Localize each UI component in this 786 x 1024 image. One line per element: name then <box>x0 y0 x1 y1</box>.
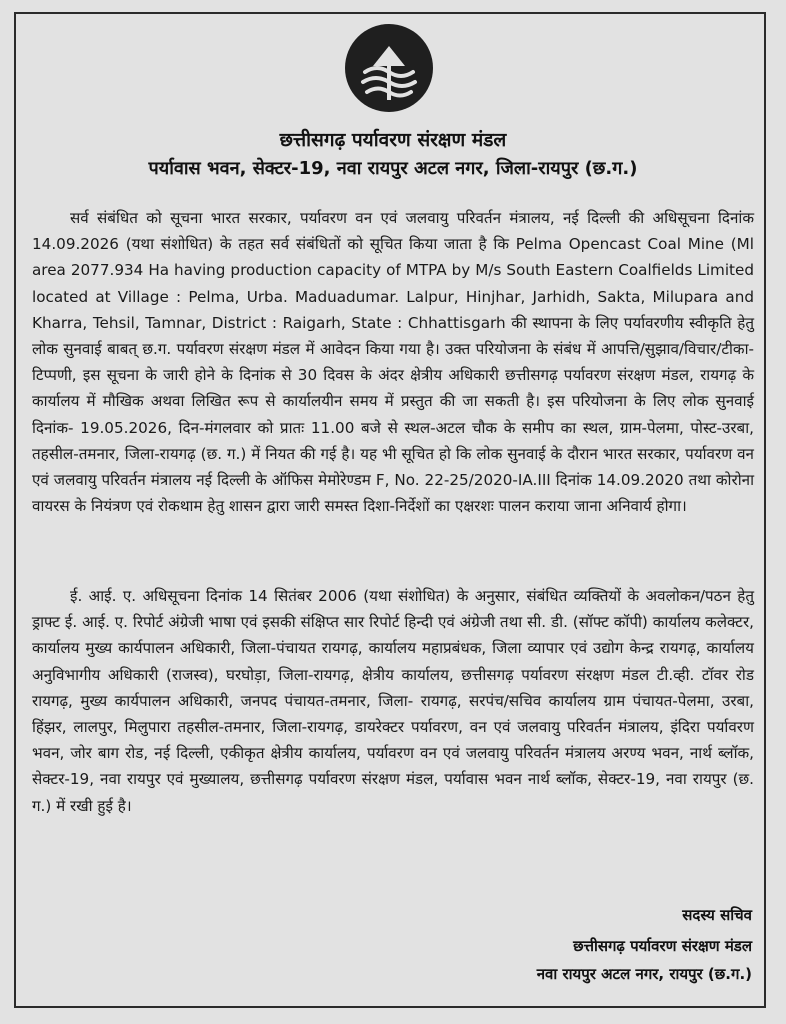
signatory-organization: छत्तीसगढ़ पर्यावरण संरक्षण मंडल <box>573 937 752 955</box>
notice-paragraph-1: सर्व संबंधित को सूचना भारत सरकार, पर्यावरण वन एवं जलवायु परिवर्तन मंत्रालय, नई दिल्ली की अधिसूचना दिनांक 14.09.2026 (यथा संशोधित) के तहत सर्व संबंधितों को सूचित किया जाता है कि Pelma Opencast Coal Mine (Ml area 2077.934 Ha having production capacity of MTPA by M/s South Eastern Coalfields Limited located at Village : Pelma, Urba. Maduadumar. Lalpur, Hinjhar, Jarhidh, Sakta, Milupara and Kharra, Tehsil, Tamnar, District : Raigarh, State : Chhattisgarh की स्थापना के लिए पर्यावरणीय स्वीकृति हेतु लोक सुनवाई बाबत् छ.ग. पर्यावरण संरक्षण मंडल में आवेदन किया गया है। उक्त परियोजना के संबंध में आपत्ति/सुझाव/विचार/टीका-टिप्पणी, इस सूचना के जारी होने के दिनांक से 30 दिवस के अंदर क्षेत्रीय अधिकारी छत्तीसगढ़ पर्यावरण संरक्षण मंडल, रायगढ़ के कार्यालय में मौखिक अथवा लिखित रूप से कार्यालयीन समय में प्रस्तुत की जा सकती है। इस परियोजना के लिए लोक सुनवाई दिनांक- 19.05.2026, दिन-मंगलवार को प्रातः 11.00 बजे से स्थल-अटल चौक के समीप का स्थल, ग्राम-पेलमा, पोस्ट-उरबा, तहसील-तमनार, जिला-रायगढ़ (छ. ग.) में नियत की गई है। यह भी सूचित हो कि लोक सुनवाई के दौरान भारत सरकार, पर्यावरण वन एवं जलवायु परिवर्तन मंत्रालय नई दिल्ली के ऑफिस मेमोरेण्डम F, No. 22-25/2020-IA.III दिनांक 14.09.2020 तथा कोरोना वायरस के नियंत्रण एवं रोकथाम हेतु शासन द्वारा जारी समस्त दिशा-निर्देशों का एक्षरशः पालन कराया जाना अनिवार्य होगा। <box>32 209 754 516</box>
organization-address: पर्यावास भवन, सेक्टर-19, नवा रायपुर अटल नगर, जिला-रायपुर (छ.ग.) <box>148 158 638 179</box>
signatory-designation: सदस्य सचिव <box>682 906 752 924</box>
signatory-location: नवा रायपुर अटल नगर, रायपुर (छ.ग.) <box>536 965 752 983</box>
board-emblem-icon <box>343 22 435 114</box>
organization-title: छत्तीसगढ़ पर्यावरण संरक्षण मंडल <box>279 129 507 151</box>
notice-paragraph-2: ई. आई. ए. अधिसूचना दिनांक 14 सितंबर 2006 (यथा संशोधित) के अनुसार, संबंधित व्यक्तियों के अवलोकन/पठन हेतु ड्राफ्ट ई. आई. ए. रिपोर्ट अंग्रेजी भाषा एवं इसकी संक्षिप्त सार रिपोर्ट हिन्दी एवं अंग्रेजी तथा सी. डी. (सॉफ्ट कॉपी) कार्यालय कलेक्टर, कार्यालय मुख्य कार्यपालन अधिकारी, जिला-पंचायत रायगढ़, कार्यालय महाप्रबंधक, जिला व्यापार एवं उद्योग केन्द्र रायगढ़, कार्यालय अनुविभागीय अधिकारी (राजस्व), घरघोड़ा, जिला-रायगढ़, क्षेत्रीय कार्यालय, छत्तीसगढ़ पर्यावरण संरक्षण मंडल टी.व्ही. टॉवर रोड रायगढ़, मुख्य कार्यपालन अधिकारी, जनपद पंचायत-तमनार, जिला- रायगढ़, सरपंच/सचिव कार्यालय ग्राम पंचायत-पेलमा, उरबा, हिंझर, लालपुर, मिलुपारा तहसील-तमनार, जिला-रायगढ़, डायरेक्टर पर्यावरण, वन एवं जलवायु परिवर्तन मंत्रालय, इंदिरा पर्यावरण भवन, जोर बाग रोड, नई दिल्ली, एकीकृत क्षेत्रीय कार्यालय, पर्यावरण वन एवं जलवायु परिवर्तन मंत्रालय अरण्य भवन, नार्थ ब्लॉक, सेक्टर-19, नवा रायपुर एवं मुख्यालय, छत्तीसगढ़ पर्यावरण संरक्षण मंडल, पर्यावास भवन नार्थ ब्लॉक, सेक्टर-19, नवा रायपुर (छ. ग.) में रखी हुई है। <box>32 587 754 815</box>
